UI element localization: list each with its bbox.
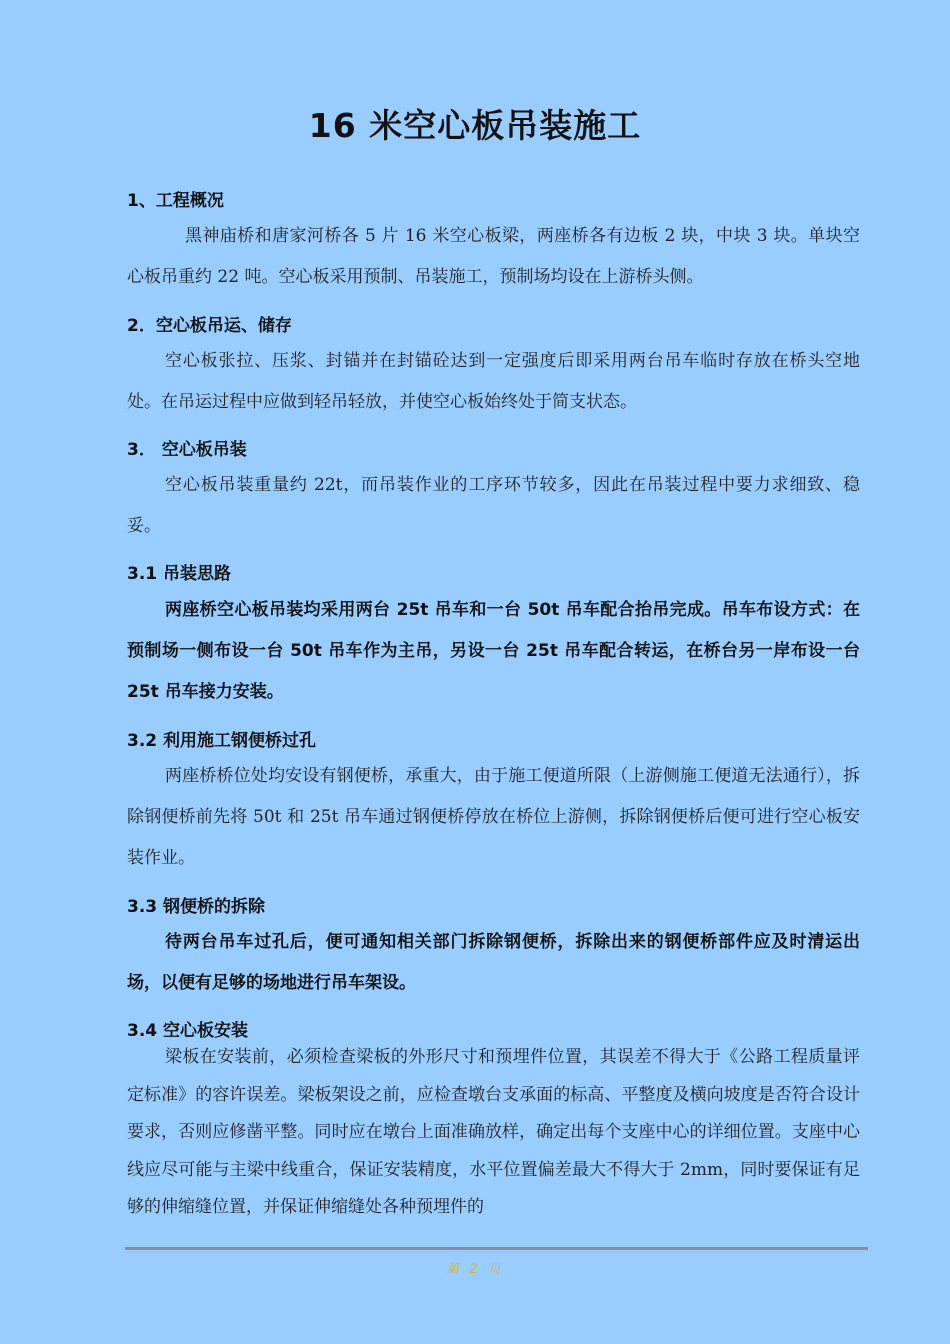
section-text-1: 黑神庙桥和唐家河桥各 5 片 16 米空心板梁，两座桥各有边板 2 块，中块 3 块。单块空心板吊重约 22 吨。空心板采用预制、吊装施工，预制场均设在上游桥头侧。: [127, 226, 860, 287]
page-number: 第 2 页: [446, 1262, 504, 1277]
section-heading-3-3: 3.3 钢便桥的拆除: [127, 897, 266, 917]
page-title: 16 米空心板吊装施工: [308, 106, 642, 145]
section-heading-1: 1、工程概况: [127, 191, 224, 211]
section-text-3-3: 待两台吊车过孔后，便可通知相关部门拆除钢便桥，拆除出来的钢便桥部件应及时清运出场，以便有足够的场地进行吊车架设。: [127, 932, 860, 993]
section-heading-2: 2．空心板吊运、储存: [127, 316, 292, 336]
section-heading-3: 3． 空心板吊装: [127, 440, 247, 460]
section-text-3: 空心板吊装重量约 22t，而吊装作业的工序环节较多，因此在吊装过程中要力求细致、稳妥。: [127, 475, 860, 536]
footer-rule: [125, 1247, 868, 1250]
section-text-2: 空心板张拉、压浆、封锚并在封锚砼达到一定强度后即采用两台吊车临时存放在桥头空地处。在吊运过程中应做到轻吊轻放，并使空心板始终处于简支状态。: [127, 351, 860, 412]
section-text-3-2: 两座桥桥位处均安设有钢便桥，承重大，由于施工便道所限（上游侧施工便道无法通行），拆除钢便桥前先将 50t 和 25t 吊车通过钢便桥停放在桥位上游侧，拆除钢便桥后便可进行空心板安装作业。: [127, 766, 860, 868]
section-text-3-1: 两座桥空心板吊装均采用两台 25t 吊车和一台 50t 吊车配合抬吊完成。吊车布设方式：在预制场一侧布设一台 50t 吊车作为主吊，另设一台 25t 吊车配合转运，在桥台另一岸布设一台 25t 吊车接力安装。: [127, 600, 860, 702]
section-heading-3-2: 3.2 利用施工钢便桥过孔: [127, 731, 317, 751]
section-heading-3-4: 3.4 空心板安装: [127, 1021, 249, 1041]
footer-rule-thin: [125, 1251, 868, 1252]
section-heading-3-1: 3.1 吊装思路: [127, 564, 232, 584]
section-text-3-4: 梁板在安装前，必须检查梁板的外形尺寸和预埋件位置，其误差不得大于《公路工程质量评定标准》的容许误差。梁板架设之前，应检查墩台支承面的标高、平整度及横向坡度是否符合设计要求，否则应修凿平整。同时应在墩台上面准确放样，确定出每个支座中心的详细位置。支座中心线应尽可能与主梁中线重合，保证安装精度，水平位置偏差最大不得大于 2mm，同时要保证有足够的伸缩缝位置，并保证伸缩缝处各种预埋件的: [127, 1047, 860, 1217]
